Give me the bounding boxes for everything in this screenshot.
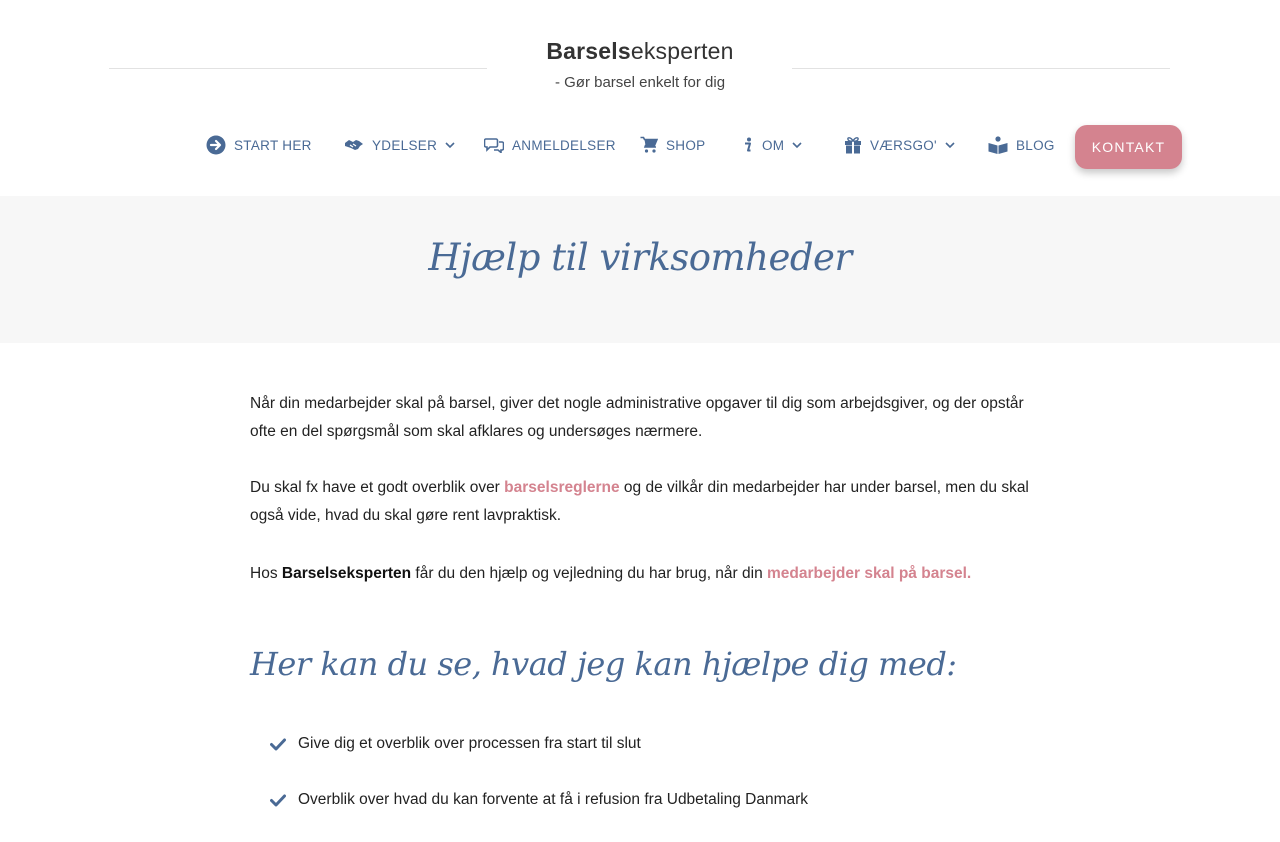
nav-label: VÆRSGO' (870, 137, 937, 153)
chevron-down-icon (945, 141, 955, 149)
nav-label: SHOP (666, 137, 706, 153)
list-item (270, 786, 1040, 814)
page-title: Hjælp til virksomheder (428, 236, 852, 279)
page-hero (0, 196, 1280, 343)
paragraph-text: Du skal fx have et godt overblik over (250, 479, 505, 496)
paragraph-text: får du den hjælp og vejledning du har brug, når din (411, 565, 768, 582)
nav-label: YDELSER (372, 137, 438, 153)
paragraph-text: Hos (250, 565, 282, 582)
nav-item-start-her[interactable] (206, 133, 312, 157)
arrow-right-circle-icon (206, 135, 226, 155)
gift-icon (844, 136, 862, 154)
services-checklist (270, 730, 1040, 842)
nav-item-shop[interactable] (640, 133, 705, 157)
intro-paragraph: Når din medarbejder skal på barsel, giver det nogle administrative opgaver til dig som arbejdsgiver, og der opstår ofte en del spørgsmål som skal afklares og undersøges nærmere. (250, 395, 1024, 440)
list-item-text: Overblik over hvad du kan forvente at få i refusion fra Udbetaling Danmark (298, 791, 809, 808)
site-tagline: - Gør barsel enkelt for dig (554, 74, 726, 91)
nav-label: START HER (234, 137, 312, 153)
chat-bubbles-icon (484, 137, 504, 153)
nav-item-ydelser[interactable] (344, 133, 455, 157)
site-logo[interactable] (0, 38, 1280, 65)
overview-paragraph (250, 474, 1040, 530)
header-divider-left (109, 68, 487, 69)
chevron-down-icon (445, 141, 455, 149)
kontakt-button[interactable]: KONTAKT (1075, 125, 1182, 169)
logo-rest-part: eksperten (630, 38, 734, 64)
list-item-text: Give dig et overblik over processen fra start til slut (298, 735, 641, 752)
medarbejder-barsel-link[interactable]: medarbejder skal på barsel. (767, 565, 972, 582)
nav-item-om[interactable] (742, 133, 802, 157)
info-icon (742, 137, 754, 153)
paragraph-text: og de vilkår din medarbejder har under barsel, men du skal også vide, hvad du skal gøre rent lavpraktisk. (250, 479, 1029, 524)
list-item (270, 730, 1040, 758)
logo-bold-part: Barsels (546, 38, 631, 64)
nav-item-anmeldelser[interactable] (484, 133, 616, 157)
nav-label: BLOG (1016, 137, 1055, 153)
checkmark-icon (270, 794, 286, 807)
chevron-down-icon (792, 141, 802, 149)
nav-label: OM (762, 137, 785, 153)
nav-item-blog[interactable] (988, 133, 1055, 157)
brand-mention: Barselseksperten (281, 565, 412, 582)
section-heading: Her kan du se, hvad jeg kan hjælpe dig med: (250, 645, 957, 683)
book-reader-icon (988, 136, 1008, 154)
nav-label: ANMELDELSER (512, 137, 616, 153)
main-nav (0, 125, 1280, 171)
cart-icon (640, 136, 658, 154)
site-header (0, 0, 1280, 110)
barselsreglerne-link[interactable]: barselsreglerne (504, 479, 620, 496)
header-divider-right (792, 68, 1170, 69)
handshake-icon (344, 137, 364, 153)
checkmark-icon (270, 738, 286, 751)
help-paragraph (250, 560, 1040, 588)
nav-item-vaersgo[interactable] (844, 133, 955, 157)
